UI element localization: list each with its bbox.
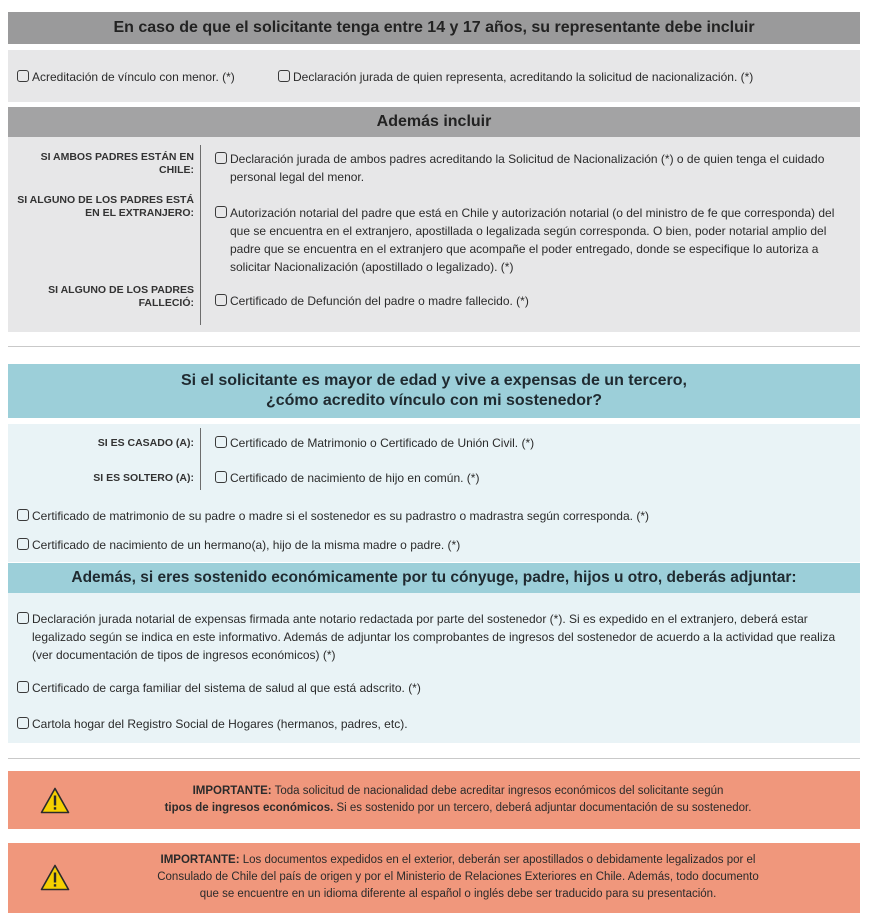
checkbox-icon[interactable] xyxy=(17,612,29,624)
row-item-text: Declaración jurada de ambos padres acreditando la Solicitud de Nacionalización (*) o de quien tenga el cuidado personal legal del menor. xyxy=(230,152,825,184)
warning-icon xyxy=(40,787,70,814)
dependent-item xyxy=(17,536,460,554)
notice-text: que se encuentre en un idioma diferente al español o inglés debe ser traducido para su presentación. xyxy=(199,888,717,900)
income-types-link[interactable]: tipos de ingresos económicos. xyxy=(164,802,334,814)
column-divider xyxy=(200,428,201,490)
dependent-item-text: Certificado de nacimiento de un hermano(a), hijo de la misma madre o padre. (*) xyxy=(32,538,461,552)
row-item-parent-deceased xyxy=(215,292,845,310)
checkbox-icon[interactable] xyxy=(215,206,227,218)
notice-bold-label: IMPORTANTE: xyxy=(192,785,272,797)
supported-section-header xyxy=(8,563,860,593)
checkbox-icon[interactable] xyxy=(17,681,29,693)
row-item-parent-abroad xyxy=(215,204,853,276)
minor-section-header xyxy=(8,12,860,44)
checkbox-icon[interactable] xyxy=(17,538,29,550)
notice-text: Consulado de Chile del país de origen y por el Ministerio de Relaciones Exteriores en Chile. Además, todo documento xyxy=(157,871,759,883)
minor-section-title: En caso de que el solicitante tenga entre 14 y 17 años, su representante debe incluir xyxy=(113,19,755,36)
dependent-title-line1: Si el solicitante es mayor de edad y vive a expensas de un tercero, xyxy=(180,372,687,389)
supported-section-panel xyxy=(8,593,860,743)
notice-text: Si es sostenido por un tercero, deberá adjuntar documentación de su sostenedor. xyxy=(333,802,752,814)
row-label-parent-abroad: SI ALGUNO DE LOS PADRES ESTÁ EN EL EXTRANJERO: xyxy=(17,194,194,219)
checkbox-icon[interactable] xyxy=(215,294,227,306)
minor-item xyxy=(17,68,235,86)
row-label-both-parents: SI AMBOS PADRES ESTÁN EN CHILE: xyxy=(40,151,194,176)
supported-item xyxy=(17,715,408,733)
notice-text: Toda solicitud de nacionalidad debe acreditar ingresos económicos del solicitante según xyxy=(271,785,724,797)
minor-item xyxy=(278,68,753,86)
row-item-text: Certificado de nacimiento de hijo en común. (*) xyxy=(230,471,480,485)
additional-section-panel xyxy=(8,137,860,332)
important-notice-documents xyxy=(8,843,860,913)
row-item-text: Certificado de Defunción del padre o madre fallecido. (*) xyxy=(230,294,529,308)
divider xyxy=(8,758,860,759)
row-label-parent-deceased: SI ALGUNO DE LOS PADRES FALLECIÓ: xyxy=(48,284,194,309)
checkbox-icon[interactable] xyxy=(17,717,29,729)
important-notice-income xyxy=(8,771,860,829)
warning-icon xyxy=(40,864,70,891)
checkbox-icon[interactable] xyxy=(215,152,227,164)
row-label-single: SI ES SOLTERO (A): xyxy=(93,472,194,484)
minor-item-text: Acreditación de vínculo con menor. (*) xyxy=(32,70,235,84)
minor-item-text: Declaración jurada de quien representa, acreditando la solicitud de nacionalización. (*) xyxy=(293,70,754,84)
checkbox-icon[interactable] xyxy=(215,471,227,483)
notice-documents-text xyxy=(88,852,828,903)
row-item-text: Certificado de Matrimonio o Certificado de Unión Civil. (*) xyxy=(230,436,535,450)
row-item-both-parents xyxy=(215,150,845,186)
additional-section-header xyxy=(8,107,860,137)
checkbox-icon[interactable] xyxy=(215,436,227,448)
supported-item-text: Cartola hogar del Registro Social de Hogares (hermanos, padres, etc). xyxy=(32,717,408,731)
supported-item xyxy=(17,679,421,697)
row-item-married xyxy=(215,434,534,452)
notice-text: Los documentos expedidos en el exterior, deberán ser apostillados o debidamente legalizados por el xyxy=(239,854,756,866)
supported-item-text: Certificado de carga familiar del sistema de salud al que está adscrito. (*) xyxy=(32,681,421,695)
supported-section-title: Además, si eres sostenido económicamente por tu cónyuge, padre, hijos u otro, deberás adjuntar: xyxy=(71,569,797,586)
checkbox-icon[interactable] xyxy=(17,509,29,521)
dependent-title-line2: ¿cómo acredito vínculo con mi sostenedor? xyxy=(265,392,603,409)
minor-section-panel xyxy=(8,50,860,102)
checkbox-icon[interactable] xyxy=(17,70,29,82)
additional-section-title: Además incluir xyxy=(376,113,492,130)
dependent-section-header xyxy=(8,364,860,418)
column-divider xyxy=(200,145,201,325)
row-item-single xyxy=(215,469,479,487)
dependent-section-panel xyxy=(8,424,860,562)
dependent-item xyxy=(17,507,649,525)
checkbox-icon[interactable] xyxy=(278,70,290,82)
row-label-married: SI ES CASADO (A): xyxy=(97,437,194,449)
notice-bold-label: IMPORTANTE: xyxy=(160,854,240,866)
notice-income-text xyxy=(98,783,818,817)
row-item-text: Autorización notarial del padre que está en Chile y autorización notarial (o del ministro de fe que corresponda) del que se encuentra en el extranjero, apostillada o legalizada según corresponda. O bien, poder notarial amplio del padre que se encuentra en el extranjero que acompañe el poder entregado, donde se especifique lo autoriza a solicitar Nacionalización (apostillado o legalizado). (*) xyxy=(230,206,835,274)
supported-item xyxy=(17,610,851,664)
divider xyxy=(8,346,860,347)
supported-item-text: Declaración jurada notarial de expensas firmada ante notario redactada por parte del sostenedor (*). Si es expedido en el extranjero, deberá estar legalizado según se indica en este informativo. Además de adjuntar los comprobantes de ingresos del sostenedor de acuerdo a la actividad que realiza (ver documentación de tipos de ingresos económicos) (*) xyxy=(32,612,836,662)
dependent-item-text: Certificado de matrimonio de su padre o madre si el sostenedor es su padrastro o madrastra según corresponda. (*) xyxy=(32,509,649,523)
